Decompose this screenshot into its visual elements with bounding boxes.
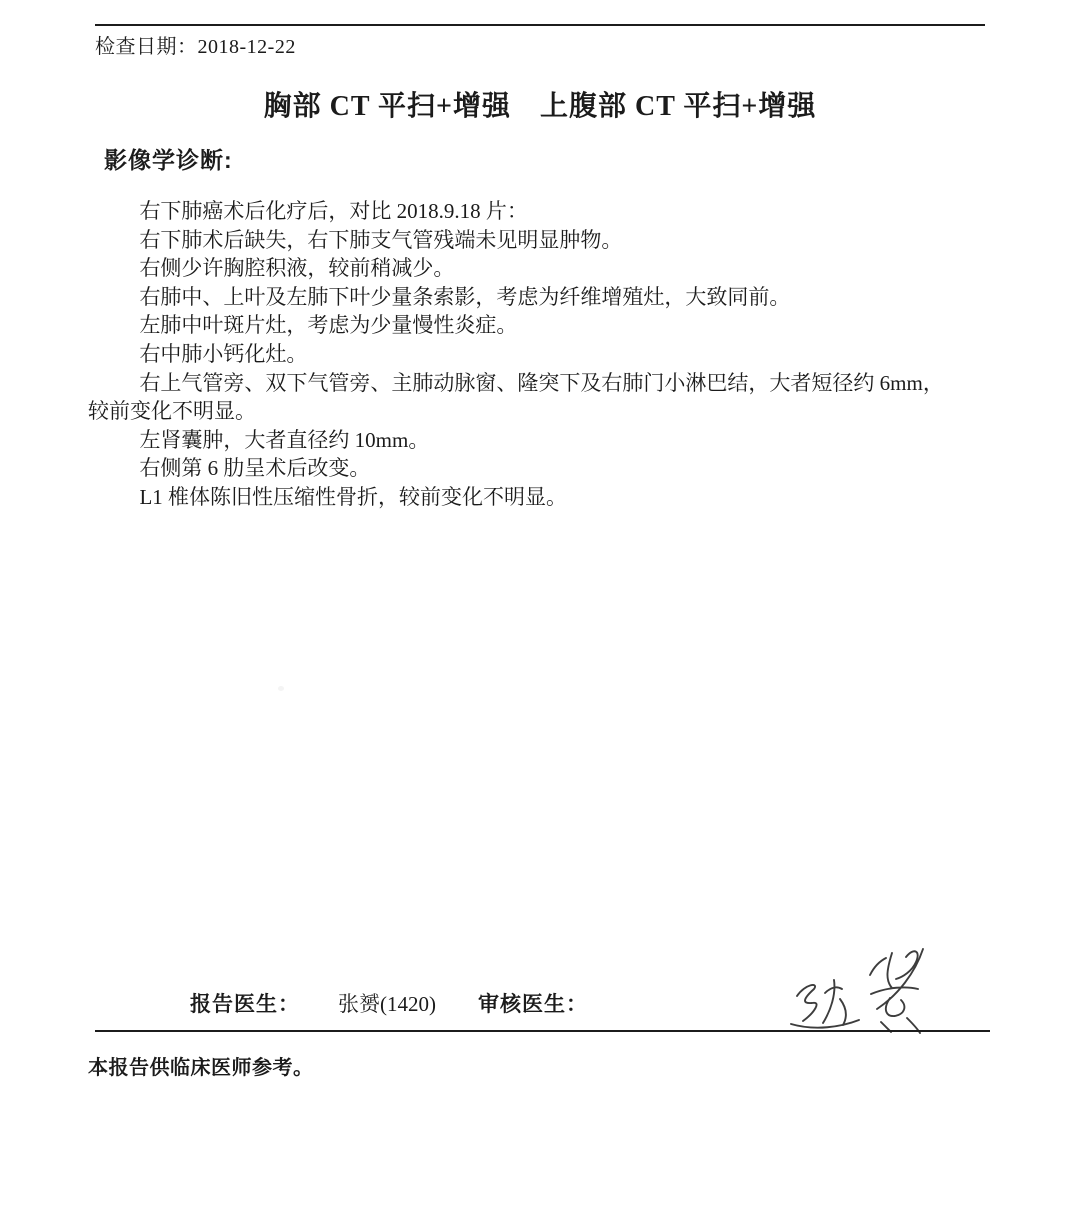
bottom-divider — [95, 1030, 990, 1032]
diagnosis-line: 左肾囊肿，大者直径约 10mm。 — [139, 427, 430, 452]
diagnosis-line: 右肺中、上叶及左肺下叶少量条索影，考虑为纤维增殖灶，大致同前。 — [139, 284, 791, 309]
report-title: 胸部 CT 平扫+增强 上腹部 CT 平扫+增强 — [263, 91, 817, 122]
footer-disclaimer: 本报告供临床医师参考。 — [88, 1057, 314, 1079]
diagnosis-line: L1 椎体陈旧性压缩性骨折，较前变化不明显。 — [139, 484, 568, 509]
exam-date-value: 2018-12-22 — [197, 36, 296, 58]
handwritten-signature-icon — [773, 936, 1003, 1036]
signoff-row — [190, 988, 588, 1018]
diagnosis-line: 右下肺术后缺失，右下肺支气管残端未见明显肿物。 — [139, 227, 623, 252]
diagnosis-body — [88, 197, 956, 512]
diagnosis-line: 右侧第 6 肋呈术后改变。 — [139, 456, 371, 481]
diagnosis-line: 右下肺癌术后化疗后，对比 2018.9.18 片： — [139, 199, 528, 223]
diagnosis-line: 右上气管旁、双下气管旁、主肺动脉窗、隆突下及右肺门小淋巴结，大者短径约 6mm， — [139, 370, 944, 395]
diagnosis-section-heading: 影像学诊断: — [104, 147, 233, 173]
exam-date-row — [95, 30, 296, 59]
diagnosis-line: 右中肺小钙化灶。 — [139, 341, 308, 366]
exam-date-label: 检查日期： — [95, 36, 198, 58]
diagnosis-line-continuation: 较前变化不明显。 — [88, 399, 256, 424]
diagnosis-line: 左肺中叶斑片灶，考虑为少量慢性炎症。 — [139, 313, 518, 338]
diagnosis-line: 右侧少许胸腔积液，较前稍减少。 — [139, 256, 455, 281]
scan-smudge — [278, 686, 284, 691]
report-doctor-name: 张赟(1420) — [338, 992, 436, 1016]
top-divider — [95, 24, 985, 26]
report-doctor-label: 报告医生： — [190, 992, 300, 1016]
review-doctor-label: 审核医生： — [478, 992, 588, 1016]
